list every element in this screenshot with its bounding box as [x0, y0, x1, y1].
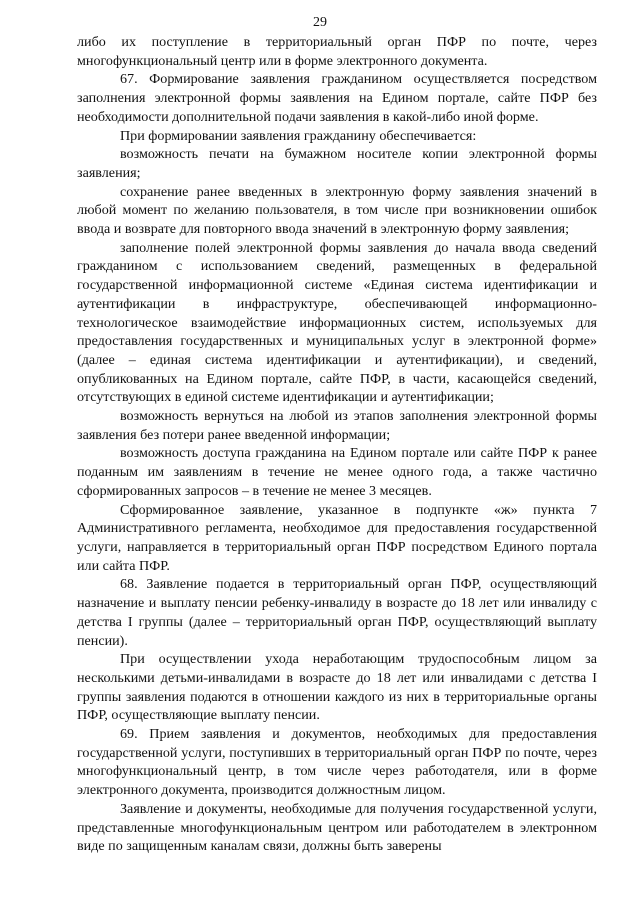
page-number: 29 — [313, 15, 327, 30]
paragraph-save-values: сохранение ранее введенных в электронную форму заявления значений в любой момент по желанию пользователя, в том числе при возникновении ошибок ввода и возврате для повторного ввода значений в электронную форму заявления; — [77, 183, 597, 238]
paragraph-item-67: 67. Формирование заявления гражданином осуществляется посредством заполнения электронной формы заявления на Едином портале, сайте ПФР без необходимости дополнительной подачи заявления в какой-либо иной форме. — [77, 71, 597, 125]
paragraph-print-option: возможность печати на бумажном носителе копии электронной формы заявления; — [77, 146, 597, 181]
paragraph-certified-documents: Заявление и документы, необходимые для получения государственной услуги, представленные многофункциональным центром или работодателем в электронном виде по защищенным каналам связи, должны быть заверены — [77, 800, 597, 855]
paragraph-item-68: 68. Заявление подается в территориальный орган ПФР, осуществляющий назначение и выплату пенсии ребенку-инвалиду в возрасте до 18 лет или инвалиду с детства I группы (далее – территориальный орган ПФР, осуществляющий выплату пенсии). — [77, 576, 597, 649]
paragraph-return-stage: возможность вернуться на любой из этапов заполнения электронной формы заявления без потери ранее введенной информации; — [77, 408, 597, 443]
paragraph-multiple-care: При осуществлении ухода неработающим трудоспособным лицом за несколькими детьми-инвалидами в возрасте до 18 лет или инвалидами с детства I группы заявления подаются в отношении каждого из них в территориальные органы ПФР, осуществляющие выплату пенсии. — [77, 651, 597, 724]
paragraph-provisions-intro: При формировании заявления гражданину обеспечивается: — [120, 127, 477, 144]
paragraph-continuation: либо их поступление в территориальный орган ПФР по почте, через многофункциональный центр или в форме электронного документа. — [77, 34, 597, 69]
paragraph-item-69: 69. Прием заявления и документов, необходимых для предоставления государственной услуги, поступивших в территориальный орган ПФР по почте, через многофункциональный центр, в том числе через работодателя, или в форме электронного документа, производится должностным лицом. — [77, 726, 597, 799]
document-body — [77, 33, 597, 856]
paragraph-autofill-fields: заполнение полей электронной формы заявления до начала ввода сведений гражданином с использованием сведений, размещенных в федеральной государственной информационной системе «Единая система идентификации и аутентификации в инфраструктуре, обеспечивающей информационно-технологическое взаимодействие информационных систем, используемых для предоставления государственных и муниципальных услуг в электронной форме» (далее – единая система идентификации и аутентификации), и сведений, опубликованных на Едином портале, сайте ПФР, в части, касающейся сведений, отсутствующих в единой системе идентификации и аутентификации; — [77, 239, 597, 406]
paragraph-formed-application: Сформированное заявление, указанное в подпункте «ж» пункта 7 Административного регламента, необходимое для предоставления государственной услуги, направляется в территориальный орган ПФР посредством Единого портала или сайта ПФР. — [77, 501, 597, 574]
paragraph-access-history: возможность доступа гражданина на Едином портале или сайте ПФР к ранее поданным им заявлениям в течение не менее одного года, а также частично сформированных запросов – в течение не менее 3 месяцев. — [77, 445, 597, 499]
